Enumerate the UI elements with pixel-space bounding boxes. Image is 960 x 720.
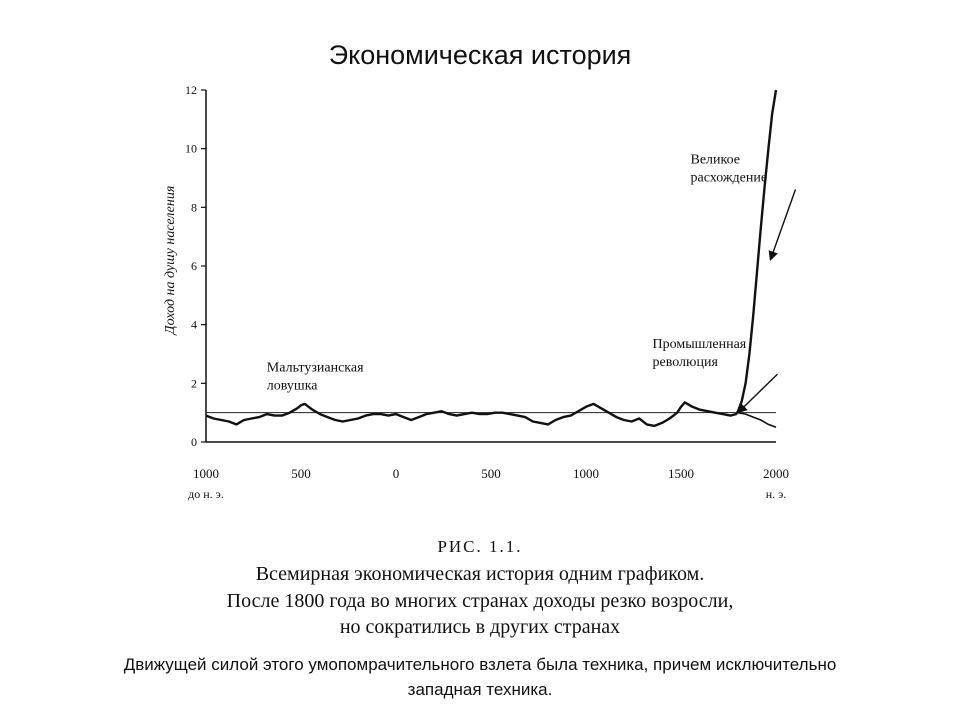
- x-tick-label: 1500: [668, 466, 694, 481]
- figure-caption-line-3: но сократились в других странах: [339, 616, 621, 638]
- figure-caption-line-2: После 1800 года во многих странах доходы резко возросли,: [226, 590, 734, 612]
- annotation-text: Промышленная: [652, 337, 747, 353]
- y-tick-label: 6: [191, 259, 197, 273]
- annotation-arrow: [770, 189, 795, 260]
- series-line-lower-branch: [738, 413, 776, 428]
- chart-series: [206, 90, 776, 427]
- x-tick-sublabel: н. э.: [765, 487, 787, 501]
- income-chart: [140, 80, 840, 520]
- figure-caption-line-1: Всемирная экономическая история одним графиком.: [255, 563, 705, 585]
- x-tick-label: 0: [392, 466, 400, 481]
- annotation-text: ловушка: [266, 378, 318, 394]
- chart-annotations: [267, 152, 796, 412]
- y-tick-label: 8: [191, 200, 197, 215]
- figure-label: РИС. 1.1.: [437, 537, 523, 556]
- y-axis-label: Доход на душу населения: [163, 185, 178, 335]
- x-tick-label: 1000: [193, 466, 219, 481]
- slide-title: Экономическая история: [328, 40, 632, 70]
- y-tick-label: 10: [185, 141, 197, 156]
- x-tick-label: 500: [291, 466, 311, 481]
- annotation-text: революция: [652, 355, 718, 371]
- y-tick-label: 2: [191, 376, 197, 391]
- x-tick-label: 2000: [763, 466, 789, 481]
- annotation-text: Мальтузианская: [266, 360, 364, 376]
- body-text: Движущей силой этого умопомрачительного взлета была техника, причем исключительно западная техника.: [123, 655, 837, 699]
- chart-ticks: [185, 83, 789, 501]
- annotation-text: расхождение: [690, 170, 768, 186]
- x-tick-label: 500: [481, 466, 501, 481]
- y-tick-label: 4: [191, 317, 197, 332]
- y-tick-label: 0: [191, 435, 197, 449]
- y-tick-label: 12: [185, 83, 197, 97]
- x-tick-label: 1000: [573, 466, 599, 481]
- x-tick-sublabel: до н. э.: [188, 487, 224, 501]
- annotation-text: Великое: [690, 152, 741, 168]
